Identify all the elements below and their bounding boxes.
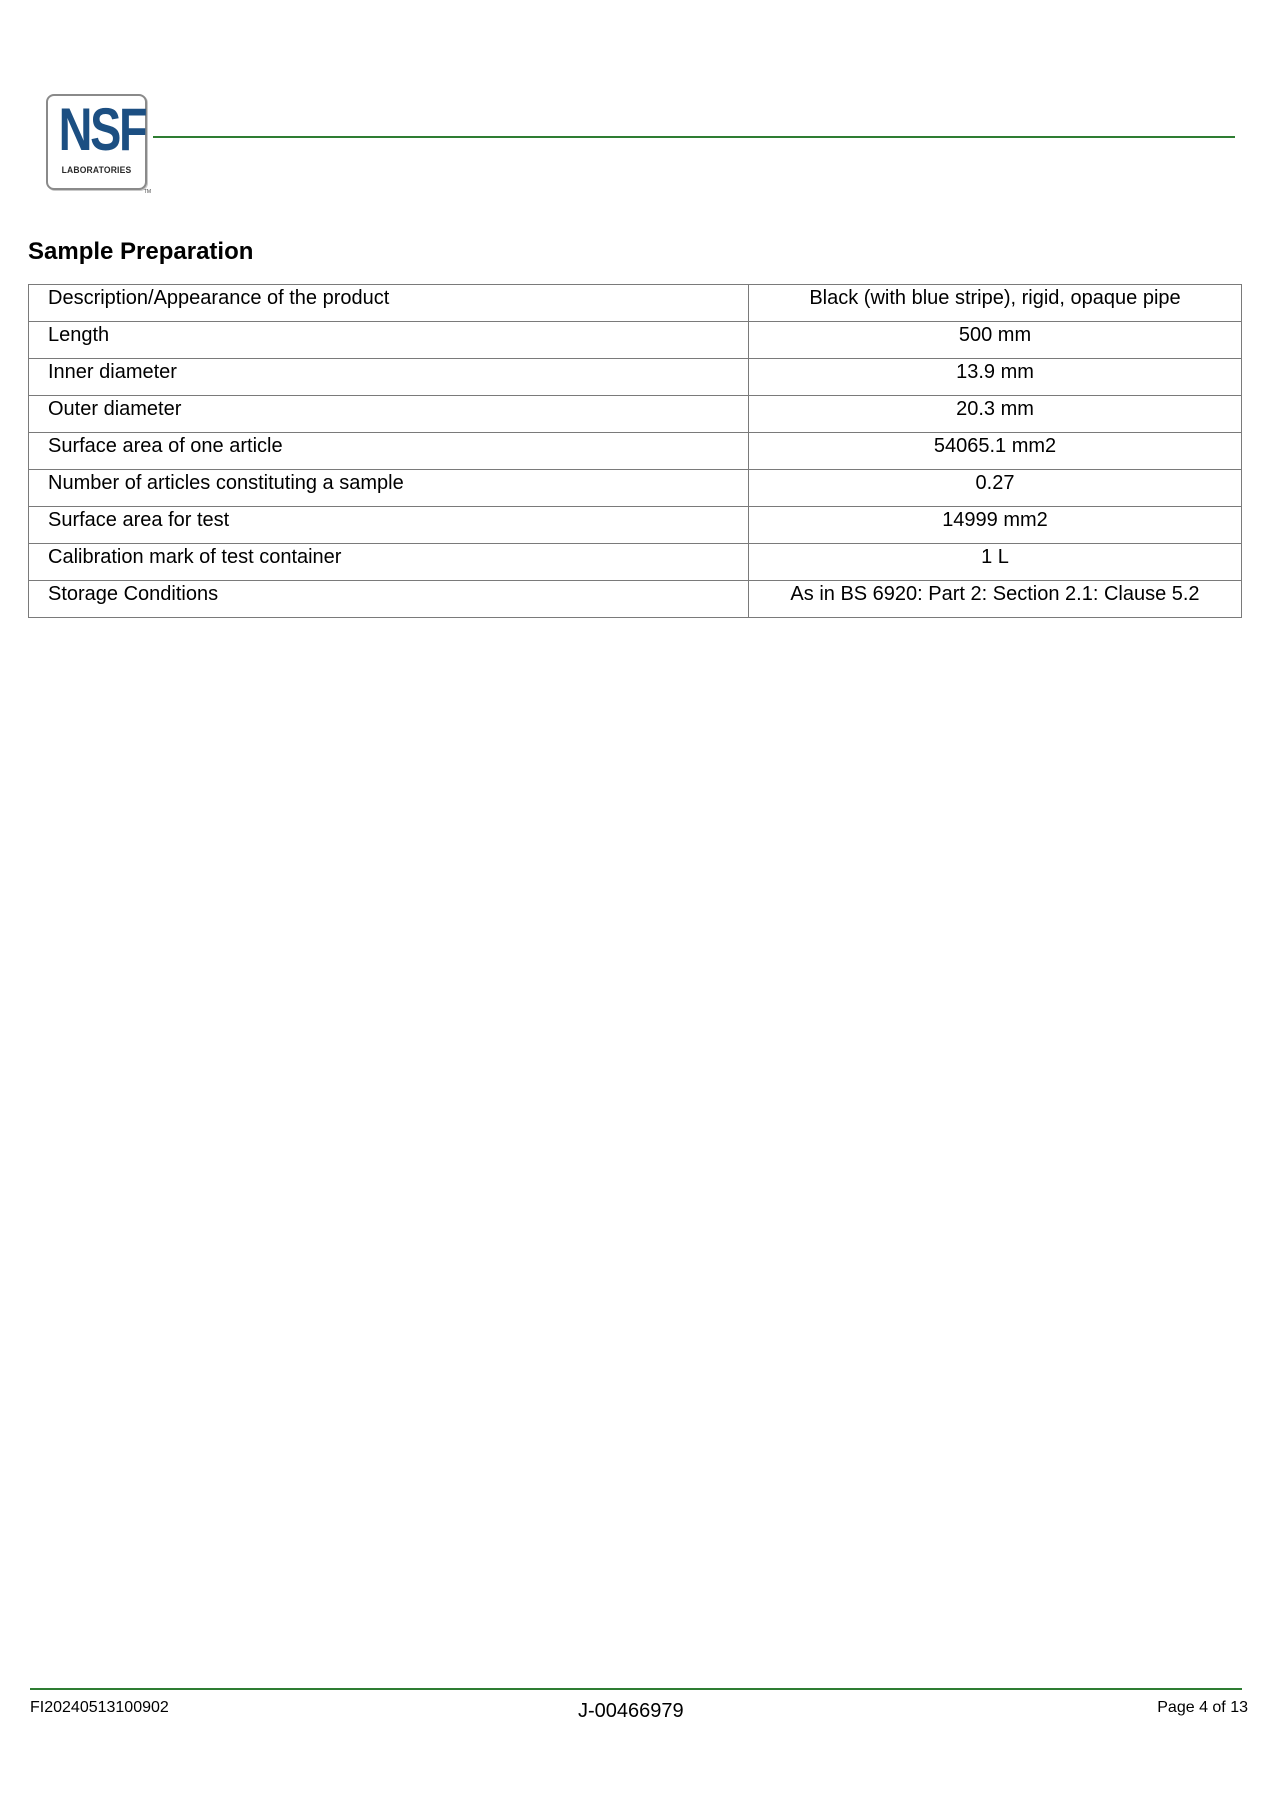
section-title: Sample Preparation	[28, 238, 254, 265]
row-label: Description/Appearance of the product	[29, 285, 749, 322]
sample-preparation-table	[28, 284, 1242, 618]
table-row	[29, 581, 1242, 618]
footer-document-id: FI20240513100902	[30, 1699, 169, 1716]
table-row	[29, 396, 1242, 433]
row-label: Surface area for test	[29, 507, 749, 544]
row-value: 1 L	[749, 544, 1242, 581]
row-value: 0.27	[749, 470, 1242, 507]
table-row	[29, 433, 1242, 470]
footer-job-number: J-00466979	[578, 1700, 684, 1722]
row-label: Number of articles constituting a sample	[29, 470, 749, 507]
footer-divider	[30, 1688, 1242, 1690]
row-label: Inner diameter	[29, 359, 749, 396]
table-row	[29, 507, 1242, 544]
logo-trademark: TM	[143, 189, 151, 195]
table-row	[29, 544, 1242, 581]
nsf-laboratories-logo	[46, 94, 151, 195]
row-value: 54065.1 mm2	[749, 433, 1242, 470]
footer-page-number: Page 4 of 13	[1157, 1699, 1248, 1716]
logo-subtitle: LABORATORIES	[61, 165, 132, 176]
row-label: Surface area of one article	[29, 433, 749, 470]
logo-mark: NSF	[58, 96, 146, 163]
row-value: As in BS 6920: Part 2: Section 2.1: Clause 5.2	[749, 581, 1242, 618]
row-value: 13.9 mm	[749, 359, 1242, 396]
row-value: 500 mm	[749, 322, 1242, 359]
table-row	[29, 285, 1242, 322]
row-value: 14999 mm2	[749, 507, 1242, 544]
row-label: Calibration mark of test container	[29, 544, 749, 581]
table-row	[29, 470, 1242, 507]
row-label: Outer diameter	[29, 396, 749, 433]
table-row	[29, 359, 1242, 396]
row-label: Length	[29, 322, 749, 359]
table-row	[29, 322, 1242, 359]
header-divider	[153, 136, 1235, 138]
row-value: 20.3 mm	[749, 396, 1242, 433]
row-value: Black (with blue stripe), rigid, opaque pipe	[749, 285, 1242, 322]
row-label: Storage Conditions	[29, 581, 749, 618]
